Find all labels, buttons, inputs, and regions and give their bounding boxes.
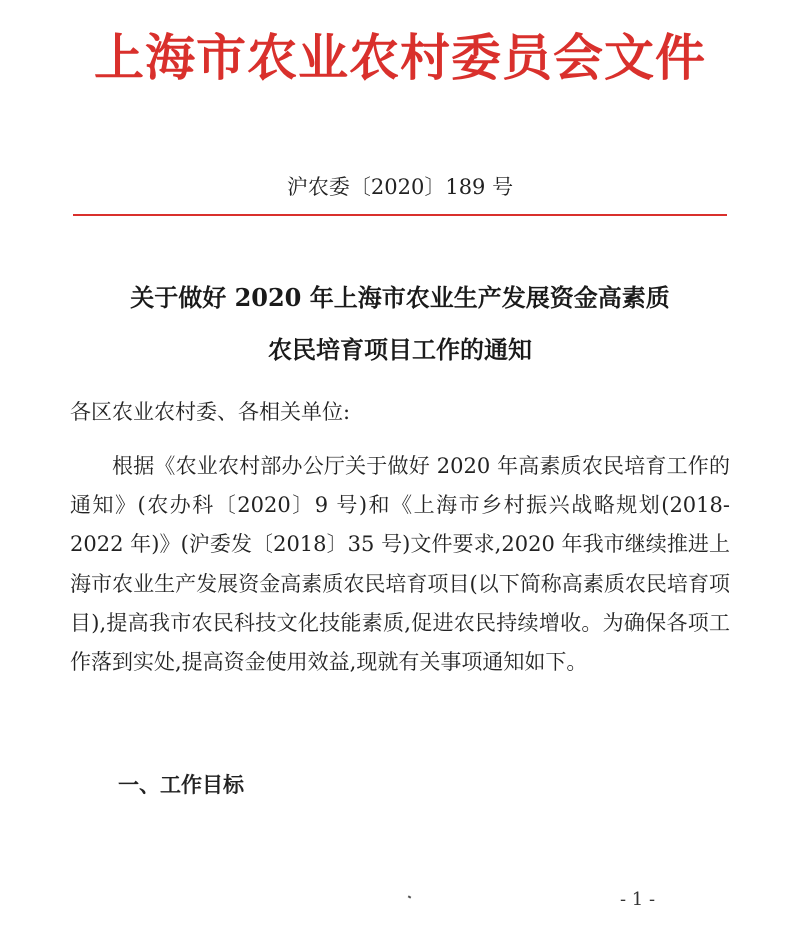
body-paragraph: 根据《农业农村部办公厅关于做好 2020 年高素质农民培育工作的通知》(农办科〔2020〕9 号)和《上海市乡村振兴战略规划(2018-2022 年)》(沪委发〔2018〕35 号)文件要求,2020 年我市继续推进上海市农业生产发展资金高素质农民培育项目(以下简称高素质农民培育项目),提高我市农民科技文化技能素质,促进农民持续增收。为确保各项工作落到实处,提高资金使用效益,现就有关事项通知如下。 xyxy=(70,454,730,675)
scan-speck xyxy=(408,895,412,898)
red-divider-line xyxy=(73,214,727,216)
document-title-line-1: 关于做好 2020 年上海市农业生产发展资金高素质 xyxy=(130,283,670,312)
document-header-title: 上海市农业农村委员会文件 xyxy=(94,28,706,87)
salutation: 各区农业农村委、各相关单位: xyxy=(70,400,351,424)
document-title-line-2: 农民培育项目工作的通知 xyxy=(268,335,532,364)
page-number: - 1 - xyxy=(620,889,656,910)
document-number: 沪农委〔2020〕189 号 xyxy=(286,175,514,199)
section-heading: 一、工作目标 xyxy=(118,773,244,797)
